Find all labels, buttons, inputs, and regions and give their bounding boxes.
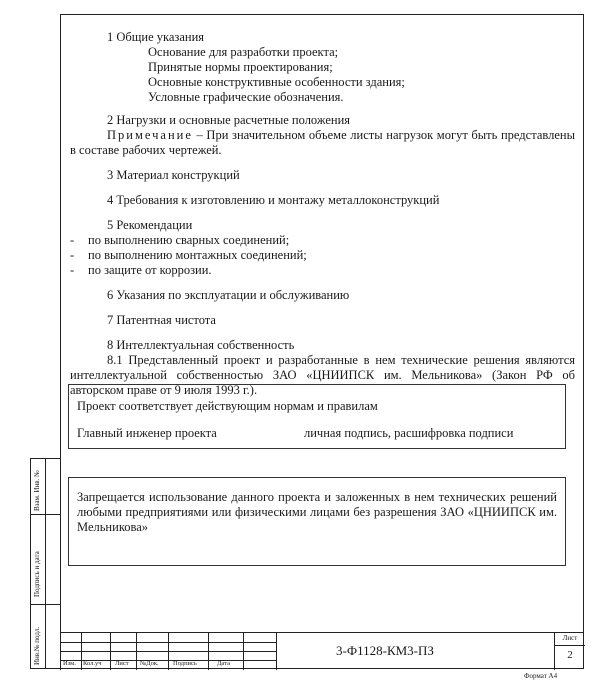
chief-engineer-line xyxy=(77,426,557,441)
section-8-text: 8.1 Представленный проект и разработанные в нем технические решения являются интеллектуальной собственностью ЗАО «ЦНИИПСК им. Мельникова» (Закон РФ об авторском праве от 9 июля 1993 г.). xyxy=(70,353,575,397)
chief-engineer-label: Главный инженер проекта xyxy=(77,426,217,440)
list-item: - по защите от коррозии. xyxy=(70,263,212,277)
sheet-box xyxy=(554,633,585,670)
col-label: Дата xyxy=(217,660,230,667)
list-item: Условные графические обозначения. xyxy=(148,90,344,104)
title-block xyxy=(60,632,584,669)
section-5 xyxy=(70,218,575,278)
section-8-title: 8 Интеллектуальная собственность xyxy=(107,338,295,352)
section-1 xyxy=(70,30,575,105)
signature-caption: личная подпись, расшифровка подписи xyxy=(304,426,514,440)
revision-labels xyxy=(60,660,276,670)
col-label: №Док. xyxy=(140,660,159,667)
copyright-notice-box xyxy=(68,477,566,566)
section-2 xyxy=(70,113,575,158)
list-item: Принятые нормы проектирования; xyxy=(148,60,333,74)
list-item: - по выполнению сварных соединений; xyxy=(70,233,290,247)
format-label: Формат А4 xyxy=(524,672,558,680)
inv-original-label: Инв.№ подл. xyxy=(33,626,41,665)
section-1-title: 1 Общие указания xyxy=(107,30,205,44)
sheet-number: 2 xyxy=(567,649,573,661)
note-label: Примечание xyxy=(107,128,193,142)
compliance-text: Проект соответствует действующим нормам и правилам xyxy=(77,399,378,413)
section-2-note xyxy=(70,128,575,158)
note-text: – При значительном объеме листы нагрузок могут быть представлены в составе рабочих чертежей. xyxy=(70,128,575,157)
replace-inv-label: Взам. Инв. № xyxy=(33,470,41,511)
col-label: Подпись xyxy=(173,660,197,667)
section-7-title: 7 Патентная чистота xyxy=(107,313,216,327)
copyright-notice-text: Запрещается использование данного проекта и заложенных в нем технических решений любыми предприятиями или физическими лицами без разрешения ЗАО «ЦНИИПСК им. Мельникова» xyxy=(77,490,557,534)
list-item: Основные конструктивные особенности здания; xyxy=(148,75,405,89)
signature-date-label: Подпись и дата xyxy=(33,551,41,597)
section-3-title: 3 Материал конструкций xyxy=(107,168,240,182)
document-body xyxy=(70,30,575,398)
section-5-title: 5 Рекомендации xyxy=(107,218,193,232)
section-4-title: 4 Требования к изготовлению и монтажу металлоконструкций xyxy=(107,193,440,207)
col-label: Изм. xyxy=(63,660,76,667)
col-label: Лист xyxy=(115,660,129,667)
col-label: Кол.уч xyxy=(83,660,102,667)
list-item: Основание для разработки проекта; xyxy=(148,45,339,59)
compliance-box xyxy=(68,384,566,449)
document-code: 3-Ф1128-КМ3-ПЗ xyxy=(336,643,434,658)
sheet-label: Лист xyxy=(555,634,585,646)
list-item: - по выполнению монтажных соединений; xyxy=(70,248,307,262)
side-stamp xyxy=(30,458,60,669)
section-2-title: 2 Нагрузки и основные расчетные положения xyxy=(107,113,351,127)
section-6-title: 6 Указания по эксплуатации и обслуживанию xyxy=(107,288,350,302)
